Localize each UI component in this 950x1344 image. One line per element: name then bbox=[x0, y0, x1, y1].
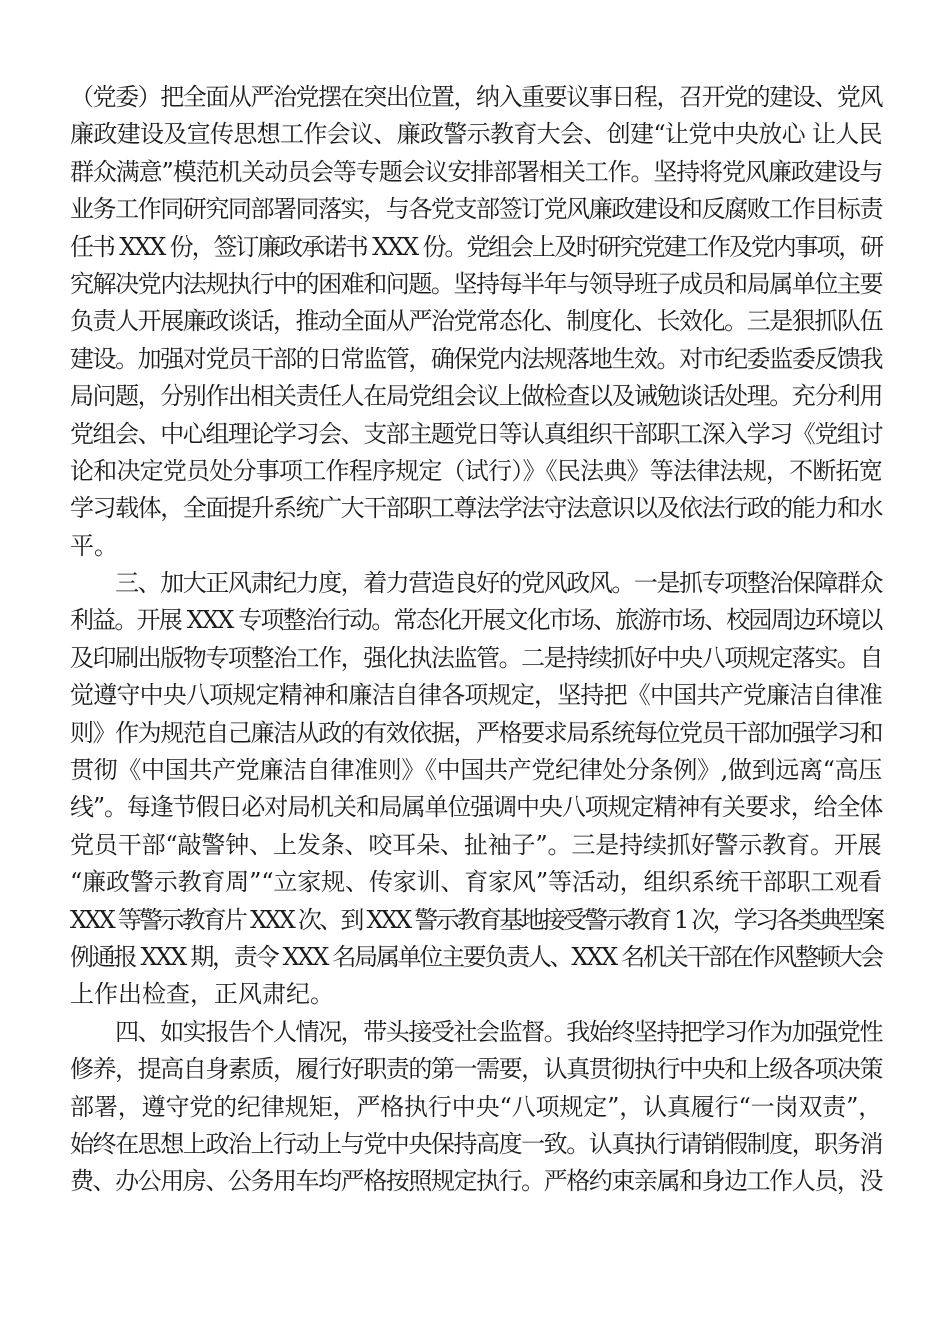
text-line: 平。 bbox=[70, 531, 118, 560]
text-line: 廉政建设及宣传思想工作会议、廉政警示教育大会、创建“让党中央放心 让人民 bbox=[70, 120, 882, 149]
text-line: 任书 XXX 份，签订廉政承诺书 XXX 份。党组会上及时研究党建工作及党内事项，研 bbox=[70, 232, 883, 261]
text-line: 群众满意”模范机关动员会等专题会议安排部署相关工作。坚持将党风廉政建设与 bbox=[70, 157, 883, 186]
text-line: 例通报 XXX 期，责令 XXX 名局属单位主要负责人、XXX 名机关干部在作风整顿大会 bbox=[70, 942, 882, 971]
text-line: 业务工作同研究同部署同落实，与各党支部签订党风廉政建设和反腐败工作目标责 bbox=[70, 195, 883, 224]
text-line: 始终在思想上政治上行动上与党中央保持高度一致。认真执行请销假制度，职务消 bbox=[70, 1129, 883, 1158]
text-line: XXX 等警示教育片 XXX 次、到 XXX 警示教育基地接受警示教育 1 次，学习各类典型案 bbox=[70, 905, 883, 934]
text-line: 建设。加强对党员干部的日常监管，确保党内法规落地生效。对市纪委监委反馈我 bbox=[70, 344, 883, 373]
text-line: 则》作为规范自己廉洁从政的有效依据，严格要求局系统每位党员干部加强学习和 bbox=[70, 718, 883, 747]
text-line: 部署，遵守党的纪律规矩，严格执行中央“八项规定”，认真履行“一岗双责”， bbox=[70, 1092, 883, 1121]
text-line: 利益。开展 XXX 专项整治行动。常态化开展文化市场、旅游市场、校园周边环境以 bbox=[70, 606, 882, 635]
text-line: 三、加大正风肃纪力度，着力营造良好的党风政风。一是抓专项整治保障群众 bbox=[70, 569, 883, 598]
text-line: 论和决定党员处分事项工作程序规定（试行）》《民法典》等法律法规，不断拓宽 bbox=[70, 456, 882, 485]
text-line: 究解决党内法规执行中的困难和问题。坚持每半年与领导班子成员和局属单位主要 bbox=[70, 269, 883, 298]
text-line: 学习载体，全面提升系统广大干部职工尊法学法守法意识以及依法行政的能力和水 bbox=[70, 494, 883, 523]
document-body bbox=[70, 79, 882, 1201]
text-line: 局问题，分别作出相关责任人在局党组会议上做检查以及诫勉谈话处理。充分利用 bbox=[70, 382, 883, 411]
text-line: 及印刷出版物专项整治工作，强化执法监管。二是持续抓好中央八项规定落实。自 bbox=[70, 643, 883, 672]
text-line: 贯彻《中国共产党廉洁自律准则》《中国共产党纪律处分条例》,做到远离“高压 bbox=[70, 756, 882, 785]
text-line: 修养，提高自身素质，履行好职责的第一需要，认真贯彻执行中央和上级各项决策 bbox=[70, 1055, 883, 1084]
text-line: 负责人开展廉政谈话，推动全面从严治党常态化、制度化、长效化。三是狠抓队伍 bbox=[70, 307, 883, 336]
text-line: 费、办公用房、公务用车均严格按照规定执行。严格约束亲属和身边工作人员，没 bbox=[70, 1167, 883, 1196]
text-line: 四、如实报告个人情况，带头接受社会监督。我始终坚持把学习作为加强党性 bbox=[70, 1017, 883, 1046]
text-line: （党委）把全面从严治党摆在突出位置，纳入重要议事日程，召开党的建设、党风 bbox=[70, 83, 883, 111]
text-line: 线”。每逢节假日必对局机关和局属单位强调中央八项规定精神有关要求，给全体 bbox=[70, 793, 883, 822]
text-line: 上作出检查，正风肃纪。 bbox=[70, 980, 334, 1009]
text-line: 党组会、中心组理论学习会、支部主题党日等认真组织干部职工深入学习《党组讨 bbox=[70, 419, 883, 448]
text-line: 觉遵守中央八项规定精神和廉洁自律各项规定，坚持把《中国共产党廉洁自律准 bbox=[70, 681, 882, 710]
text-line: “廉政警示教育周”“立家规、传家训、育家风”等活动，组织系统干部职工观看 bbox=[70, 868, 883, 897]
text-line: 党员干部“敲警钟、上发条、咬耳朵、扯袖子”。三是持续抓好警示教育。开展 bbox=[70, 830, 882, 859]
